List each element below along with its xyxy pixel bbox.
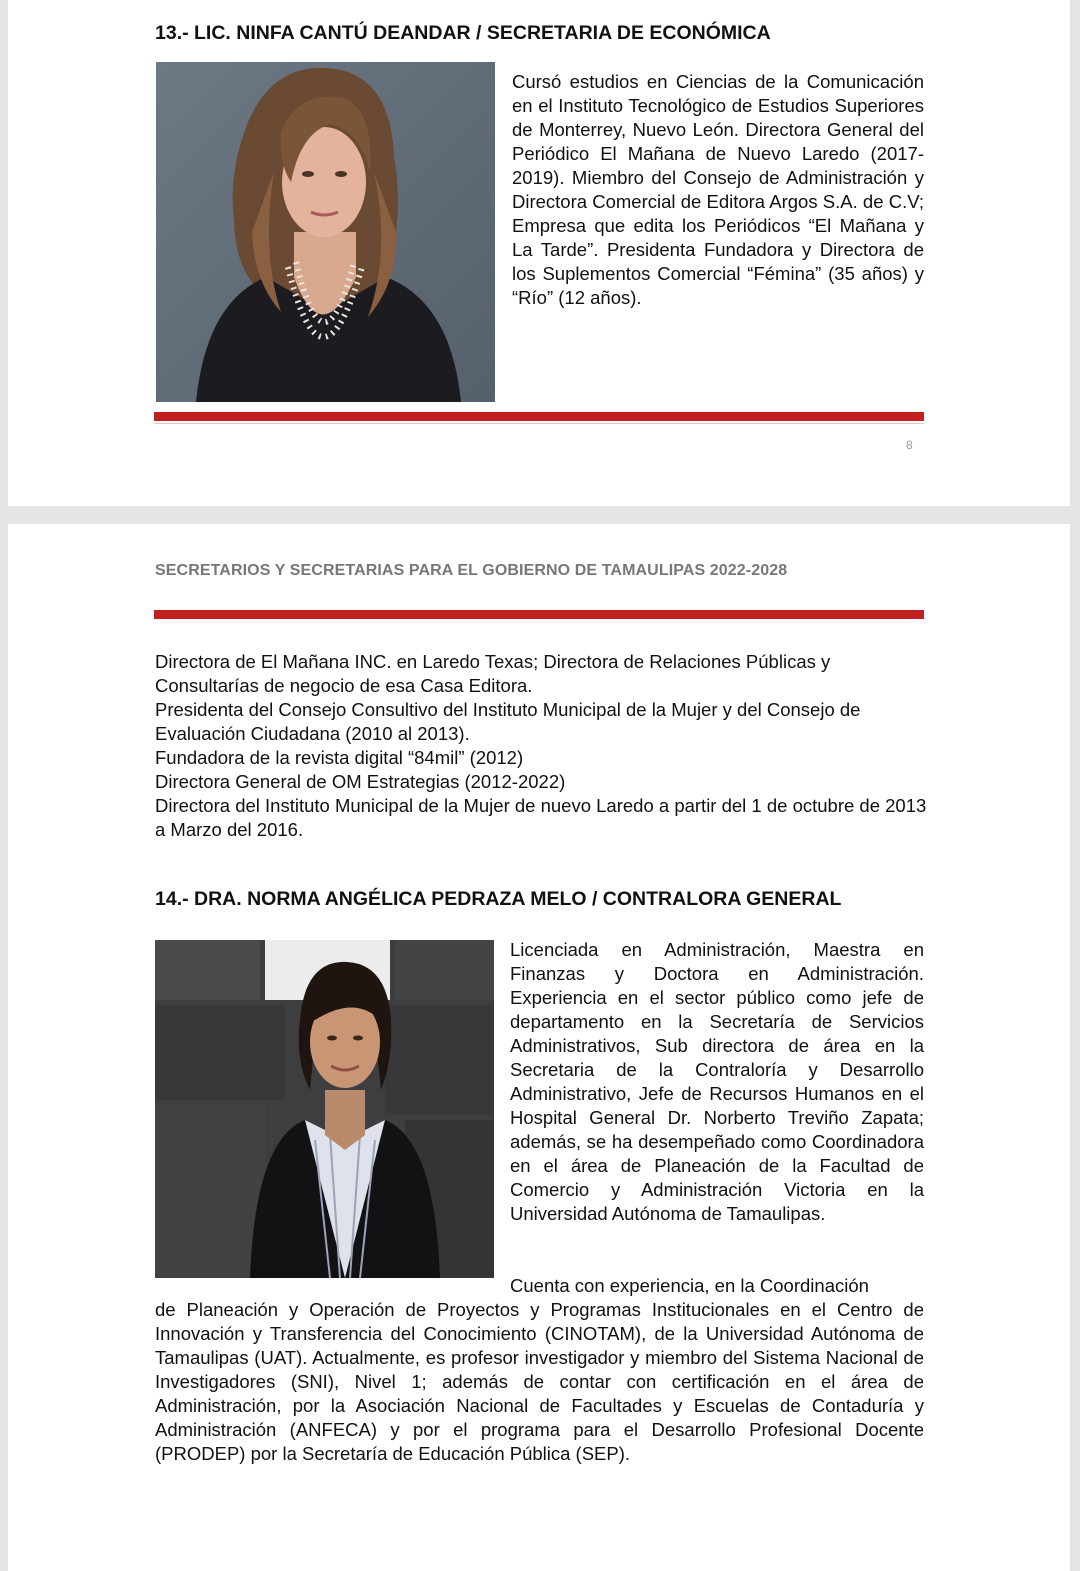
red-divider: [154, 610, 924, 619]
bio-paragraph-norma-part2: de Planeación y Operación de Proyectos y Programas Institucionales en el Centro de Innovación y Transferencia del Conocimiento (CINOTAM), de la Universidad Autónoma de Tamaulipas (UAT). Actualmente, es profesor investigador y miembro del Sistema Nacional de Investigadores (SNI), Nivel 1; además de contar con certificación en el área de Administración, por la Asociación Nacional de Facultades y Escuelas de Contaduría y Administración (ANFECA) y por el programa para el Desarrollo Profesional Docente (PRODEP) por la Secretaría de Educación Pública (SEP).: [155, 1299, 924, 1464]
document-page-9: [8, 524, 1070, 1571]
red-divider: [154, 412, 924, 421]
section-heading-13: 13.- LIC. NINFA CANTÚ DEANDAR / SECRETARIA DE ECONÓMICA: [155, 22, 771, 44]
portrait-photo-ninfa: [156, 62, 495, 402]
thin-divider: [154, 423, 924, 424]
page-number: 8: [906, 438, 913, 452]
bio-item: Directora General de OM Estrategias (2012-2022): [155, 771, 566, 792]
running-header: SECRETARIOS Y SECRETARIAS PARA EL GOBIERNO DE TAMAULIPAS 2022-2028: [155, 562, 788, 579]
portrait-photo-norma: [155, 940, 494, 1278]
bio-item: Directora del Instituto Municipal de la Mujer de nuevo Laredo a partir del 1 de octubre de 2013 a Marzo del 2016.: [155, 795, 927, 840]
bio-item: Fundadora de la revista digital “84mil” (2012): [155, 747, 524, 768]
bio-paragraph-ninfa: Cursó estudios en Ciencias de la Comunicación en el Instituto Tecnológico de Estudios Superiores de Monterrey, Nuevo León. Directora General del Periódico El Mañana de Nuevo Laredo (2017-2019). Miembro del Consejo de Administración y Directora Comercial de Editora Argos S.A. de C.V; Empresa que edita los Periódicos “El Mañana y La Tarde”. Presidenta Fundadora y Directora de los Suplementos Comercial “Fémina” (35 años) y “Río” (12 años).: [512, 71, 924, 308]
bio-paragraph-norma-part2-first-line: Cuenta con experiencia, en la Coordinación: [510, 1275, 869, 1296]
bio-item: Directora de El Mañana INC. en Laredo Texas; Directora de Relaciones Públicas y Consultarías de negocio de esa Casa Editora.: [155, 651, 831, 696]
bio-item: Presidenta del Consejo Consultivo del Instituto Municipal de la Mujer y del Consejo de Evaluación Ciudadana (2010 al 2013).: [155, 699, 861, 744]
document-page-8: [8, 0, 1070, 506]
bio-paragraph-norma-part1: Licenciada en Administración, Maestra en Finanzas y Doctora en Administración. Experiencia en el sector público como jefe de departamento en la Secretaría de Servicios Administrativos, Sub directora de área en la Secretaria de la Contraloría y Desarrollo Administrativo, Jefe de Recursos Humanos en el Hospital General Dr. Norberto Treviño Zapata; además, se ha desempeñado como Coordinadora en el área de Planeación de la Facultad de Comercio y Administración Victoria en la Universidad Autónoma de Tamaulipas.: [510, 939, 924, 1224]
section-heading-14: 14.- DRA. NORMA ANGÉLICA PEDRAZA MELO / CONTRALORA GENERAL: [155, 888, 842, 910]
continued-bio-ninfa: [155, 650, 927, 842]
